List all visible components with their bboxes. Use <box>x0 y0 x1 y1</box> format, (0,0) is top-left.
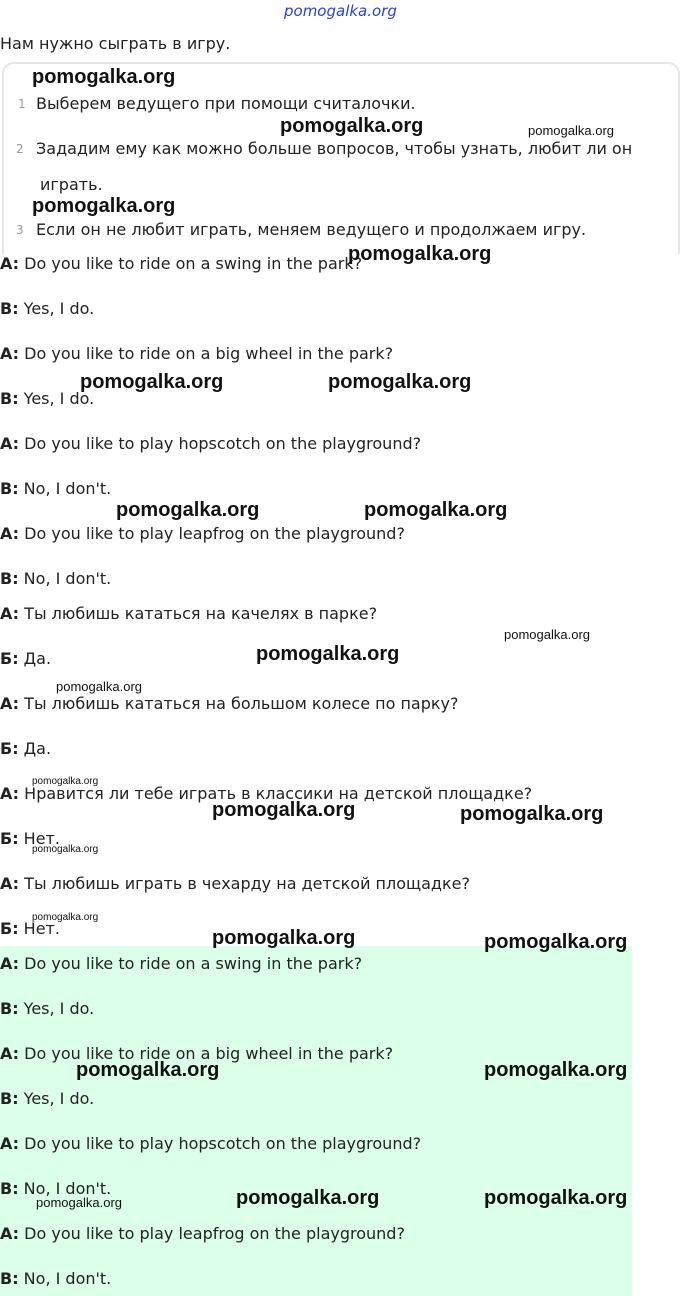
dialogue-line <box>0 739 51 758</box>
watermark: pomogalka.org <box>484 1059 628 1081</box>
dialogue-text: Yes, I do. <box>18 1089 95 1108</box>
watermark: pomogalka.org <box>76 1059 220 1081</box>
speaker-label: A: <box>0 1224 20 1243</box>
dialogue-line <box>0 299 94 318</box>
dialogue-line <box>0 344 393 363</box>
speaker-label: B: <box>0 569 19 588</box>
watermark: pomogalka.org <box>236 1187 380 1209</box>
dialogue-text: Ты любишь играть в чехарду на детской площадке? <box>19 874 470 893</box>
dialogue-line <box>0 1134 421 1153</box>
watermark: pomogalka.org <box>528 123 614 138</box>
dialogue-text: No, I don't. <box>18 1269 112 1288</box>
step-text: Выберем ведущего при помощи считалочки. <box>36 94 416 113</box>
step-text: Если он не любит играть, меняем ведущего и продолжаем игру. <box>36 220 587 239</box>
dialogue-text: Нет. <box>18 829 60 848</box>
dialogue-text: Ты любишь кататься на большом колесе по парку? <box>19 694 459 713</box>
step-text: Зададим ему как можно больше вопросов, чтобы узнать, любит ли он <box>36 139 633 158</box>
watermark: pomogalka.org <box>348 243 492 265</box>
dialogue-text: Yes, I do. <box>18 999 95 1018</box>
watermark: pomogalka.org <box>328 371 472 393</box>
dialogue-text: Yes, I do. <box>18 389 95 408</box>
watermark: pomogalka.org <box>280 115 424 137</box>
dialogue-text: No, I don't. <box>18 479 112 498</box>
watermark: pomogalka.org <box>36 1195 122 1210</box>
dialogue-line <box>0 524 405 543</box>
dialogue-line <box>0 649 51 668</box>
speaker-label: Б: <box>0 829 19 848</box>
dialogue-text: Да. <box>18 649 52 668</box>
dialogue-text: Нравится ли тебе играть в классики на детской площадке? <box>19 784 533 803</box>
speaker-label: B: <box>0 389 19 408</box>
step-number: 2 <box>16 142 24 156</box>
watermark: pomogalka.org <box>116 499 260 521</box>
dialogue-text: Do you like to play hopscotch on the playground? <box>19 1134 422 1153</box>
speaker-label: Б: <box>0 739 19 758</box>
dialogue-line <box>0 1269 111 1288</box>
answer-highlight <box>0 946 632 1296</box>
watermark: pomogalka.org <box>504 627 590 642</box>
watermark: pomogalka.org <box>80 371 224 393</box>
watermark: pomogalka.org <box>364 499 508 521</box>
speaker-label: A: <box>0 694 20 713</box>
dialogue-line <box>0 999 94 1018</box>
speaker-label: B: <box>0 1179 19 1198</box>
dialogue-text: Нет. <box>18 919 60 938</box>
dialogue-line <box>0 254 362 273</box>
speaker-label: B: <box>0 479 19 498</box>
speaker-label: B: <box>0 1089 19 1108</box>
watermark: pomogalka.org <box>56 679 142 694</box>
dialogue-text: Do you like to ride on a big wheel in the park? <box>19 1044 394 1063</box>
dialogue-line <box>0 1089 94 1108</box>
watermark: pomogalka.org <box>32 776 99 787</box>
watermark: pomogalka.org <box>32 195 176 217</box>
watermark: pomogalka.org <box>484 1187 628 1209</box>
intro-text: Нам нужно сыграть в игру. <box>0 34 231 53</box>
speaker-label: A: <box>0 1044 20 1063</box>
speaker-label: A: <box>0 344 20 363</box>
speaker-label: A: <box>0 954 20 973</box>
watermark: pomogalka.org <box>32 66 176 88</box>
dialogue-text: Do you like to ride on a swing in the park? <box>19 254 363 273</box>
watermark: pomogalka.org <box>256 643 400 665</box>
dialogue-line <box>0 1224 405 1243</box>
watermark: pomogalka.org <box>460 803 604 825</box>
dialogue-text: Do you like to ride on a big wheel in the park? <box>19 344 394 363</box>
speaker-label: A: <box>0 1134 20 1153</box>
speaker-label: A: <box>0 434 20 453</box>
watermark: pomogalka.org <box>32 912 99 923</box>
dialogue-line <box>0 874 470 893</box>
dialogue-line <box>0 434 421 453</box>
dialogue-line <box>0 694 459 713</box>
dialogue-text: Do you like to play hopscotch on the playground? <box>19 434 422 453</box>
speaker-label: B: <box>0 299 19 318</box>
dialogue-text: No, I don't. <box>18 1179 112 1198</box>
watermark: pomogalka.org <box>32 844 99 855</box>
dialogue-text: No, I don't. <box>18 569 112 588</box>
dialogue-text: Do you like to ride on a swing in the park? <box>19 954 363 973</box>
dialogue-line <box>0 604 377 623</box>
watermark: pomogalka.org <box>212 799 356 821</box>
speaker-label: A: <box>0 524 20 543</box>
step-number: 1 <box>18 97 26 111</box>
step-text-continued: играть. <box>40 175 103 194</box>
speaker-label: A: <box>0 874 20 893</box>
dialogue-text: Да. <box>18 739 52 758</box>
speaker-label: A: <box>0 784 20 803</box>
speaker-label: Б: <box>0 649 19 668</box>
speaker-label: Б: <box>0 919 19 938</box>
speaker-label: B: <box>0 1269 19 1288</box>
dialogue-line <box>0 569 111 588</box>
dialogue-text: Do you like to play leapfrog on the playground? <box>19 524 405 543</box>
watermark: pomogalka.org <box>212 927 356 949</box>
dialogue-line <box>0 479 111 498</box>
speaker-label: A: <box>0 254 20 273</box>
dialogue-text: Ты любишь кататься на качелях в парке? <box>19 604 378 623</box>
dialogue-text: Yes, I do. <box>18 299 95 318</box>
site-link[interactable]: pomogalka.org <box>284 2 397 20</box>
step-number: 3 <box>16 223 24 237</box>
dialogue-text: Do you like to play leapfrog on the playground? <box>19 1224 405 1243</box>
speaker-label: B: <box>0 999 19 1018</box>
watermark: pomogalka.org <box>484 931 628 953</box>
dialogue-line <box>0 954 362 973</box>
speaker-label: A: <box>0 604 20 623</box>
